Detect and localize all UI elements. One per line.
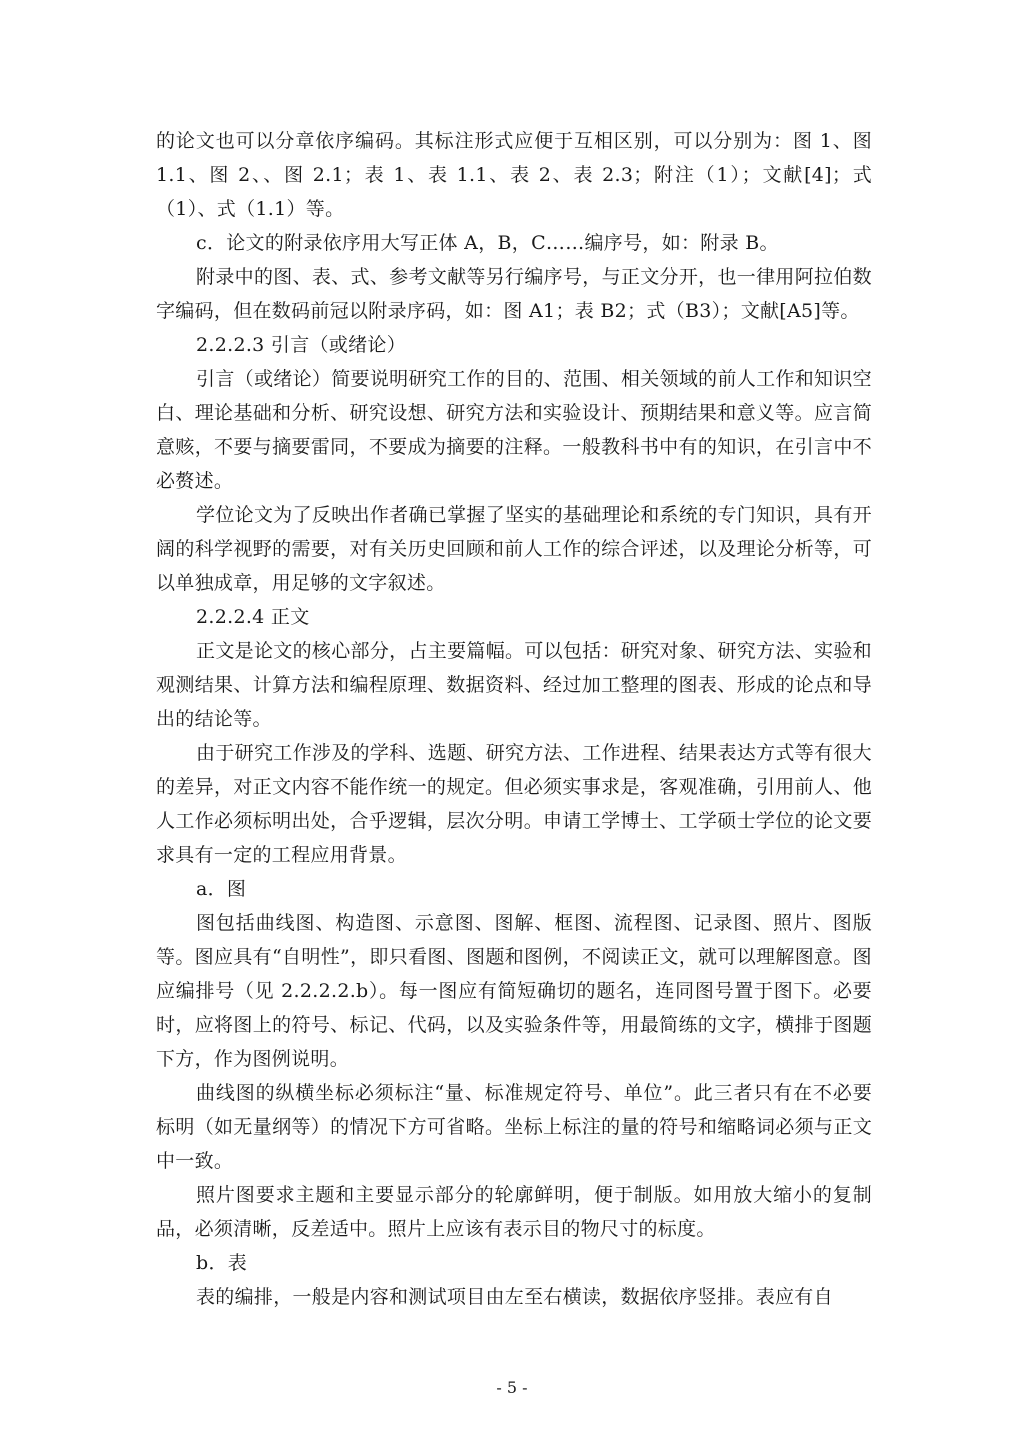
paragraph: 的论文也可以分章依序编码。其标注形式应便于互相区别，可以分别为：图 1、图 1.1、图 2、、图 2.1；表 1、表 1.1、表 2、表 2.3；附注（1）；文献[4]；式（1）、式（1.1）等。 xyxy=(156,130,872,220)
paragraph: 图包括曲线图、构造图、示意图、图解、框图、流程图、记录图、照片、图版等。图应具有“自明性”，即只看图、图题和图例，不阅读正文，就可以理解图意。图应编排号（见 2.2.2.2.b）。每一图应有简短确切的题名，连同图号置于图下。必要时，应将图上的符号、标记、代码，以及实验条件等，用最简练的文字，横排于图题下方，作为图例说明。 xyxy=(156,912,872,1070)
paragraph: 由于研究工作涉及的学科、选题、研究方法、工作进程、结果表达方式等有很大的差异，对正文内容不能作统一的规定。但必须实事求是，客观准确，引用前人、他人工作必须标明出处，合乎逻辑，层次分明。申请工学博士、工学硕士学位的论文要求具有一定的工程应用背景。 xyxy=(156,742,872,866)
page-number: - 5 - xyxy=(496,1378,528,1397)
section-heading-2-2-2-4: 2.2.2.4 正文 xyxy=(196,606,310,628)
paragraph: 引言（或绪论）简要说明研究工作的目的、范围、相关领域的前人工作和知识空白、理论基础和分析、研究设想、研究方法和实验设计、预期结果和意义等。应言简意赅，不要与摘要雷同，不要成为摘要的注释。一般教科书中有的知识，在引言中不必赘述。 xyxy=(156,368,872,492)
page-body xyxy=(156,124,872,1314)
subheading-figure: a．图 xyxy=(196,878,247,900)
paragraph: 照片图要求主题和主要显示部分的轮廓鲜明，便于制版。如用放大缩小的复制品，必须清晰，反差适中。照片上应该有表示目的物尺寸的标度。 xyxy=(156,1184,872,1240)
paragraph: 学位论文为了反映出作者确已掌握了坚实的基础理论和系统的专门知识，具有开阔的科学视野的需要，对有关历史回顾和前人工作的综合评述，以及理论分析等，可以单独成章，用足够的文字叙述。 xyxy=(156,504,872,594)
paragraph: 表的编排，一般是内容和测试项目由左至右横读，数据依序竖排。表应有自 xyxy=(196,1286,833,1308)
paragraph: 正文是论文的核心部分，占主要篇幅。可以包括：研究对象、研究方法、实验和观测结果、计算方法和编程原理、数据资料、经过加工整理的图表、形成的论点和导出的结论等。 xyxy=(156,640,872,730)
paragraph: 附录中的图、表、式、参考文献等另行编序号，与正文分开，也一律用阿拉伯数字编码，但在数码前冠以附录序码，如：图 A1；表 B2；式（B3）；文献[A5]等。 xyxy=(156,266,872,322)
subheading-table: b．表 xyxy=(196,1252,248,1274)
section-heading-2-2-2-3: 2.2.2.3 引言（或绪论） xyxy=(196,334,407,356)
paragraph: c．论文的附录依序用大写正体 A，B，C……编序号，如：附录 B。 xyxy=(196,232,779,254)
paragraph: 曲线图的纵横坐标必须标注“量、标准规定符号、单位”。此三者只有在不必要标明（如无量纲等）的情况下方可省略。坐标上标注的量的符号和缩略词必须与正文中一致。 xyxy=(156,1082,872,1172)
